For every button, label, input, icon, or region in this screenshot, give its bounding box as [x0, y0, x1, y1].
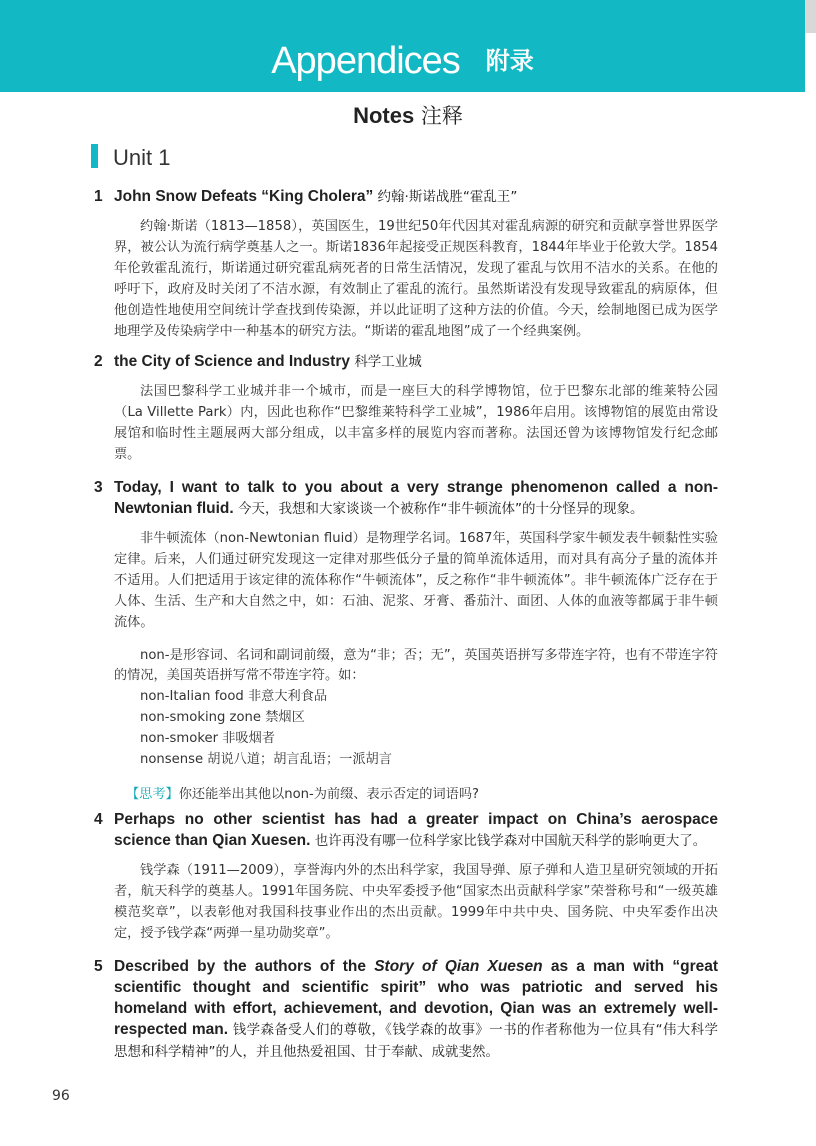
note-heading-cn: 钱学森备受人们的尊敬，《钱学森的故事》一书的作者称他为一位具有“伟大科学思想和科学精神”的人，并且他热爱祖国、甘于奉献、成就斐然。 — [114, 1022, 718, 1060]
think-text: 你还能举出其他以non-为前缀、表示否定的词语吗? — [178, 786, 480, 802]
note-2 — [94, 351, 718, 466]
page-number: 96 — [52, 1088, 70, 1104]
note-heading-en: Perhaps no other scientist has had a greater impact on China’s aerospace science than Qian Xuesen. — [114, 811, 718, 849]
note-body: 钱学森（1911—2009），享誉海内外的杰出科学家，我国导弹、原子弹和人造卫星研究领域的开拓者，航天科学的奠基人。1991年国务院、中央军委授予他“国家杰出贡献科学家”荣誉称号和“一级英雄模范奖章”，以表彰他对我国科技事业作出的杰出贡献。1999年中共中央、国务院、中央军委作出决定，授予钱学森“两弹一星功勋奖章”。 — [114, 863, 718, 941]
note-number: 4 — [94, 811, 103, 828]
page-title — [0, 100, 816, 130]
note-number: 3 — [94, 479, 103, 496]
banner-title-en: Appendices — [271, 40, 460, 82]
note-heading-cn: 今天，我想和大家谈谈一个被称作“非牛顿流体”的十分怪异的现象。 — [238, 501, 644, 517]
notes-title-cn: 注释 — [420, 104, 463, 128]
note-4 — [94, 809, 718, 945]
example-item: non-smoker 非吸烟者 — [140, 731, 275, 747]
note-1 — [94, 186, 718, 342]
unit-title: Unit 1 — [113, 145, 171, 170]
note-heading-en: Described by the authors of the — [114, 958, 366, 975]
think-question — [114, 785, 718, 806]
note-heading-cn: 也许再没有哪一位科学家比钱学森对中国航天科学的影响更大了。 — [314, 833, 707, 849]
book-title: Story of Qian Xuesen — [374, 958, 543, 975]
note-heading — [94, 956, 718, 1063]
note-heading — [94, 809, 718, 852]
unit-marker — [91, 144, 98, 168]
note-number: 2 — [94, 353, 103, 370]
note-body: 非牛顿流体（non-Newtonian fluid）是物理学名词。1687年，英国科学家牛顿发表牛顿黏性实验定律。后来，人们通过研究发现这一定律对那些低分子量的简单流体适用，而对具有高分子量的流体并不适用。人们把适用于该定律的流体称作“牛顿流体”，反之称作“非牛顿流体”。非牛顿流体广泛存在于人体、生活、生产和大自然之中，如：石油、泥浆、牙膏、番茄汁、面团、人体的血液等都属于非牛顿流体。 — [114, 531, 718, 630]
note-5 — [94, 956, 718, 1063]
note-heading-cn: 科学工业城 — [354, 354, 422, 370]
unit-heading — [91, 144, 170, 171]
note-heading — [94, 477, 718, 520]
notes-title-en: Notes — [353, 103, 415, 128]
note-heading — [94, 351, 718, 373]
note-heading-cn: 约翰·斯诺战胜“霍乱王” — [377, 189, 518, 205]
example-item: non-smoking zone 禁烟区 — [140, 710, 305, 726]
note-heading — [94, 186, 718, 208]
note-body: 约翰·斯诺（1813—1858），英国医生，19世纪50年代因其对霍乱病源的研究和贡献享誉世界医学界，被公认为流行病学奠基人之一。斯诺1836年起接受正规医科教育，1844年毕业于伦敦大学。1854年伦敦霍乱流行，斯诺通过研究霍乱病死者的日常生活情况，发现了霍乱与饮用不洁水的关系。在他的呼吁下，政府及时关闭了不洁水源，有效制止了霍乱的流行。虽然斯诺没有发现导致霍乱的病原体，但他创造性地使用空间统计学查找到传染源，并以此证明了这种方法的价值。今天，绘制地图已成为医学地理学及传染病学中一种基本的研究方法。“斯诺的霍乱地图”成了一个经典案例。 — [114, 219, 718, 339]
note-heading-en: Today, I want to talk to you about a very strange phenomenon called a non-Newtonian fluid. — [114, 479, 718, 517]
example-item: nonsense 胡说八道；胡言乱语；一派胡言 — [140, 752, 392, 768]
note-3 — [94, 477, 718, 806]
page-edge — [805, 0, 816, 33]
example-item: non-Italian food 非意大利食品 — [140, 689, 328, 705]
note-body-prefix: non-是形容词、名词和副词前缀，意为“非；否；无”，英国英语拼写多带连字符，也有不带连字符的情况，美国英语拼写常不带连字符。如： — [114, 647, 718, 684]
banner-title-cn: 附录 — [485, 48, 534, 75]
note-heading-en: John Snow Defeats “King Cholera” — [114, 188, 374, 205]
banner-title — [0, 40, 805, 83]
note-heading-en: the City of Science and Industry — [114, 353, 350, 370]
note-body: 法国巴黎科学工业城并非一个城市，而是一座巨大的科学博物馆，位于巴黎东北部的维莱特公园（La Villette Park）内，因此也称作“巴黎维莱特科学工业城”，1986年启用。该博物馆的展览由常设展馆和临时性主题展两大部分组成，以丰富多样的展览内容而著称。法国还曾为该博物馆发行纪念邮票。 — [114, 384, 718, 462]
note-number: 5 — [94, 958, 103, 975]
note-number: 1 — [94, 188, 103, 205]
think-label: 【思考】 — [126, 786, 179, 802]
note-heading-en-cont: as a man with “great scientific thought and scientific spirit” who was patriotic and served his homeland with effort, achievement, and devotion, Qian was an extremely well-respected man. — [114, 958, 719, 1038]
